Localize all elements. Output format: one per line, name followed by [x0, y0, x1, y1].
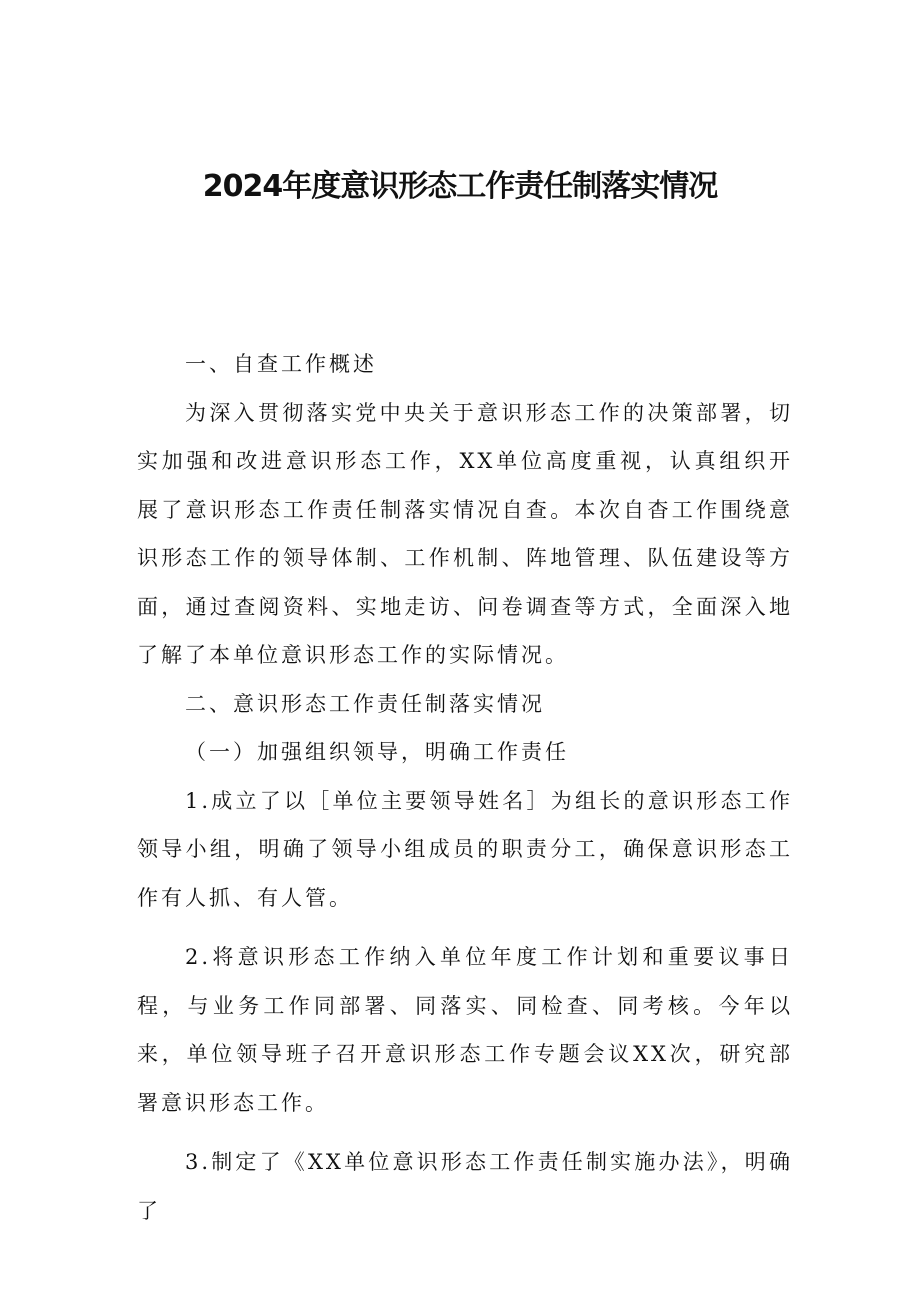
paragraph-overview: 为深入贯彻落实党中央关于意识形态工作的决策部署，切实加强和改进意识形态工作，XX单位高度重视，认真组织开展了意识形态工作责任制落实情况自查。本次自杳工作围绕意识形态工作的领导体制、工作机制、阵地管理、队伍建设等方面，通过查阅资料、实地走访、问卷调查等方式，全面深入地了解了本单位意识形态工作的实际情况。 — [137, 400, 793, 667]
section-heading-2: 二、意识形态工作责任制落实情况 — [185, 691, 545, 716]
paragraph-item-1: 1.成立了以［单位主要领导姓名］为组长的意识形态工作领导小组，明确了领导小组成员的职责分工，确保意识形态工作有人抓、有人管。 — [137, 788, 793, 910]
paragraph-item-3: 3.制定了《XX单位意识形态工作责任制实施办法》，明确了 — [137, 1150, 793, 1223]
section-heading-1: 一、自查工作概述 — [185, 352, 377, 376]
document-title: 2024年度意识形态工作责任制落实情况 — [202, 169, 718, 204]
document-body — [137, 340, 793, 1235]
paragraph-item-2: 2.将意识形态工作纳入单位年度工作计划和重要议事日程，与业务工作同部署、同落实、同检查、同考核。今年以来，单位领导班子召开意识形态工作专题会议XX次，研究部署意识形态工作。 — [137, 945, 793, 1115]
subsection-heading-1: （一）加强组织领导，明确工作责任 — [185, 740, 569, 764]
